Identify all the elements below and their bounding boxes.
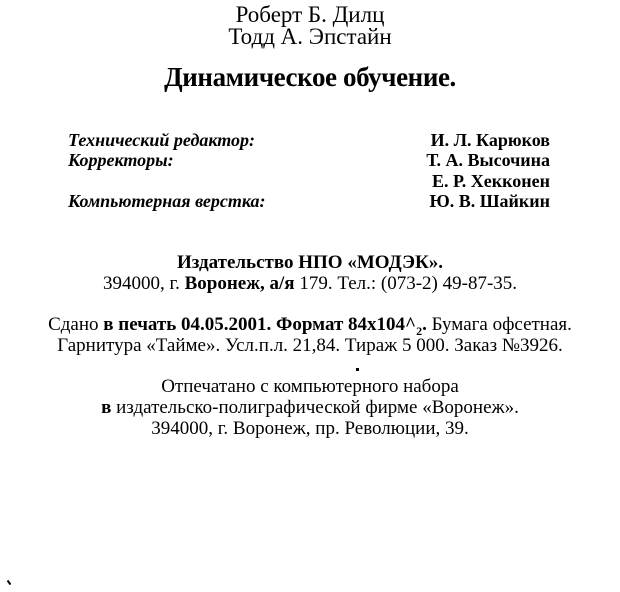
- staff-name-proofreader-1: Т. А. Высочина: [426, 150, 550, 170]
- author-1: Роберт Б. Дилц: [235, 2, 385, 27]
- print-info-bold: в печать 04.05.2001. Формат 84x104^: [103, 314, 417, 335]
- print-info-bold-end: .: [422, 314, 427, 335]
- book-title: Динамическое обучение.: [164, 62, 456, 92]
- print-info-subscript: 2: [416, 323, 423, 338]
- printer-line-3: 394000, г. Воронеж, пр. Революции, 39.: [151, 418, 469, 439]
- stray-mark: [7, 580, 12, 585]
- print-info-line-2: Гарнитура «Тайме». Усл.п.л. 21,84. Тираж 5 000. Заказ №3926.: [57, 335, 563, 356]
- print-speck: [356, 368, 359, 371]
- staff-role-tech-editor: Технический редактор:: [68, 130, 256, 150]
- publisher-name: Издательство НПО «МОДЭК».: [176, 252, 444, 273]
- publisher-address-prefix: 394000, г.: [102, 273, 180, 294]
- printer-line-2: [0, 397, 620, 419]
- printer-line-2-bold: в: [101, 397, 112, 418]
- publisher-address-bold: Воронеж, а/я: [184, 273, 295, 294]
- print-info-suffix: Бумага офсетная.: [431, 314, 572, 335]
- printer-line-1: Отпечатано с компьютерного набора: [161, 376, 459, 397]
- print-info-prefix: Сдано: [48, 314, 99, 335]
- publisher-address-suffix: 179. Тел.: (073-2) 49-87-35.: [299, 273, 518, 294]
- staff-name-layout: Ю. В. Шайкин: [429, 191, 550, 211]
- staff-name-tech-editor: И. Л. Карюков: [430, 130, 550, 150]
- staff-role-layout: Компьютерная верстка:: [68, 191, 266, 211]
- staff-name-proofreader-2: Е. Р. Хекконен: [432, 171, 550, 191]
- publisher-address: [0, 273, 620, 295]
- author-2: Тодд А. Эпстайн: [228, 24, 392, 49]
- printer-line-2-rest: издательско-полиграфической фирме «Воронеж».: [116, 397, 519, 418]
- staff-role-proofreaders: Корректоры:: [68, 150, 174, 170]
